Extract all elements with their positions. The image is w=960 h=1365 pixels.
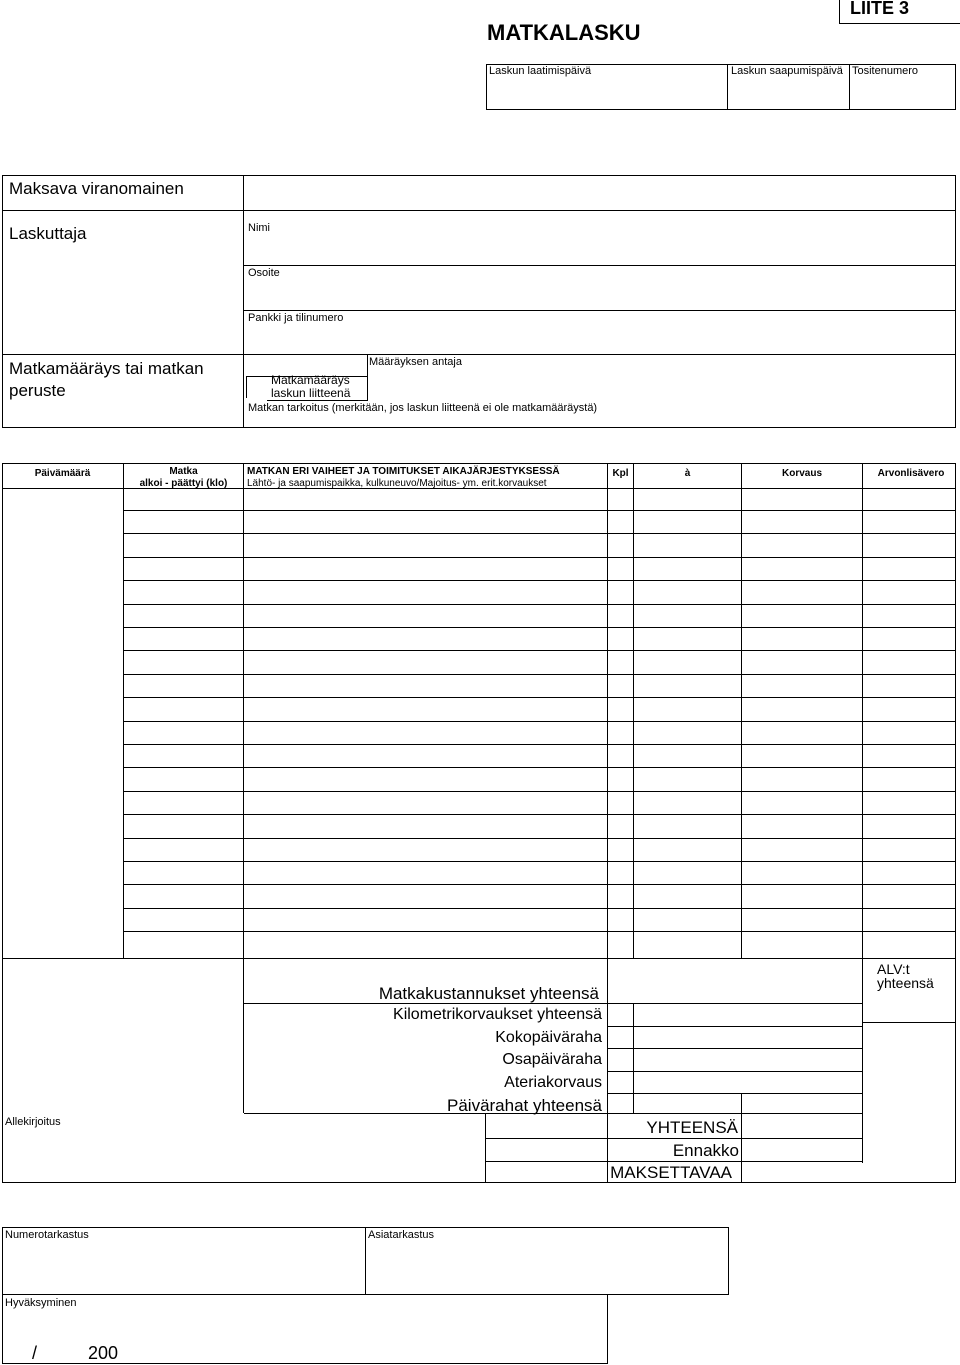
travel-costs-total-label: Matkakustannukset yhteensä [378, 984, 599, 1003]
table-row-line [123, 814, 956, 815]
trip-purpose-field[interactable]: Matkan tarkoitus (merkitään, jos laskun liitteenä ei ole matkamääräystä) [248, 402, 598, 414]
appendix-box [839, 0, 960, 24]
table-row-line [123, 533, 956, 534]
table-row-line [123, 604, 956, 605]
biller-label: Laskuttaja [9, 224, 87, 243]
travel-costs-total-field[interactable] [742, 1004, 861, 1025]
vat-total-label: ALV:t yhteensä [877, 961, 934, 991]
payer-field[interactable] [245, 177, 954, 209]
full-day-allowance-label: Kokopäiväraha [495, 1029, 602, 1046]
content-check-field[interactable]: Asiatarkastus [368, 1229, 435, 1241]
receipt-date-field[interactable]: Laskun saapumispäivä [731, 65, 843, 77]
advance-label: Ennakko [672, 1141, 739, 1160]
table-row-line [123, 650, 956, 651]
col-header-unit-price: à [684, 468, 691, 479]
table-row-line [123, 908, 956, 909]
table-row-line [123, 791, 956, 792]
payable-label: MAKSETTAVAA [610, 1163, 732, 1182]
signature-field[interactable]: Allekirjoitus [5, 1116, 61, 1128]
table-row-line [123, 931, 956, 932]
col-header-compensation: Korvaus [781, 468, 822, 479]
invoice-date-field[interactable]: Laskun laatimispäivä [489, 65, 592, 77]
col-header-phases [247, 466, 607, 490]
part-day-allowance-label: Osapäiväraha [502, 1051, 602, 1068]
col-header-phases-line2: Lähtö- ja saapumispaikka, kulkuneuvo/Majoitus- ym. erit.korvaukset [247, 478, 547, 489]
table-row-line [123, 721, 956, 722]
table-row-line [123, 838, 956, 839]
voucher-number-field[interactable]: Tositenumero [852, 65, 919, 77]
col-header-vat: Arvonlisävero [877, 468, 945, 479]
payer-label: Maksava viranomainen [9, 179, 184, 198]
col-header-phases-line1: MATKAN ERI VAIHEET JA TOIMITUKSET AIKAJÄRJESTYKSESSÄ [247, 466, 560, 477]
document-title: MATKALASKU [487, 20, 641, 45]
payable-amount-field[interactable] [742, 1162, 861, 1182]
order-issuer-field[interactable]: Määräyksen antaja [369, 356, 462, 368]
address-field[interactable]: Osoite [248, 267, 280, 279]
col-header-date: Päivämäärä [34, 468, 91, 479]
table-row-line [123, 580, 956, 581]
table-row-line [123, 884, 956, 885]
meal-compensation-label: Ateriakorvaus [504, 1074, 602, 1091]
table-row-line [123, 627, 956, 628]
numeric-check-field[interactable]: Numerotarkastus [5, 1229, 89, 1241]
approval-date-slash: / [32, 1343, 38, 1363]
grand-total-label: YHTEENSÄ [646, 1118, 738, 1137]
table-row-line [123, 861, 956, 862]
col-header-trip-line2: alkoi - päättyi (klo) [139, 478, 228, 489]
appendix-label: LIITE 3 [850, 0, 910, 18]
allowances-total-label: Päivärahat yhteensä [447, 1096, 602, 1115]
table-row-line [123, 557, 956, 558]
col-header-trip [124, 466, 243, 490]
vat-total-field[interactable] [863, 1023, 955, 1163]
table-row-line [123, 744, 956, 745]
approval-field[interactable]: Hyväksyminen [5, 1297, 77, 1309]
order-attachment-label: Matkamääräys laskun liitteenä [271, 373, 351, 400]
km-compensation-total-label: Kilometrikorvaukset yhteensä [393, 1006, 602, 1023]
table-row-line [123, 697, 956, 698]
approval-date-year: 200 [88, 1343, 119, 1363]
table-row-line [123, 510, 956, 511]
col-header-trip-line1: Matka [169, 466, 198, 477]
order-attachment-checkbox[interactable] [246, 376, 267, 398]
table-row-line [123, 674, 956, 675]
name-field[interactable]: Nimi [248, 222, 270, 234]
bank-account-field[interactable]: Pankki ja tilinumero [248, 312, 344, 324]
col-header-qty: Kpl [612, 468, 629, 479]
table-row-line [123, 767, 956, 768]
order-section-label: Matkamääräys tai matkan peruste [9, 359, 204, 400]
